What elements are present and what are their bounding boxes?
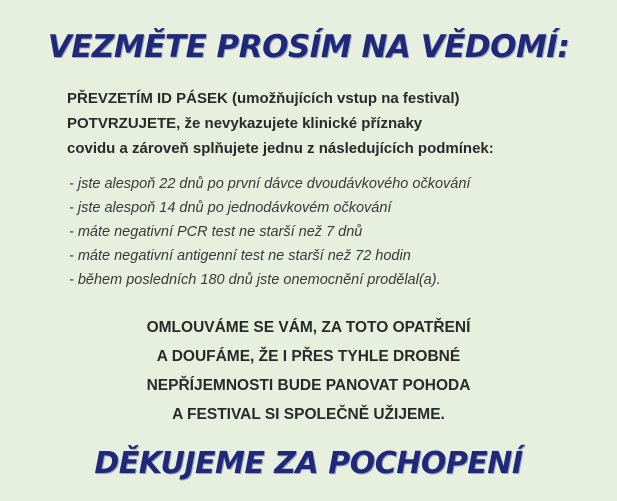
intro-line: covidu a zároveň splňujete jednu z následujících podmínek: — [67, 140, 494, 157]
intro-line: PŘEVZETÍM ID PÁSEK (umožňujících vstup na festival) — [67, 90, 460, 107]
apology-paragraph — [0, 313, 617, 429]
condition-item: - jste alespoň 14 dnů po jednodávkovém očkování — [69, 200, 392, 216]
condition-item: - máte negativní antigenní test ne starší než 72 hodin — [69, 248, 411, 264]
condition-item: - máte negativní PCR test ne starší než 7 dnů — [69, 224, 363, 240]
condition-item: - jste alespoň 22 dnů po první dávce dvoudávkového očkování — [69, 176, 471, 192]
apology-line: NEPŘÍJEMNOSTI BUDE PANOVAT POHODA — [146, 377, 471, 394]
apology-line: A DOUFÁME, ŽE I PŘES TYHLE DROBNÉ — [156, 348, 461, 365]
intro-paragraph — [67, 86, 597, 161]
apology-line: A FESTIVAL SI SPOLEČNĚ UŽIJEME. — [172, 406, 445, 423]
intro-line: POTVRZUJETE, že nevykazujete klinické příznaky — [67, 115, 423, 132]
conditions-list — [69, 172, 599, 292]
condition-item: - během posledních 180 dnů jste onemocnění prodělal(a). — [69, 272, 441, 288]
apology-line: OMLOUVÁME SE VÁM, ZA TOTO OPATŘENÍ — [146, 319, 471, 336]
thank-you-heading: DĚKUJEME ZA POCHOPENÍ — [94, 446, 523, 481]
notice-title: VEZMĚTE PROSÍM NA VĚDOMÍ: — [47, 29, 570, 65]
